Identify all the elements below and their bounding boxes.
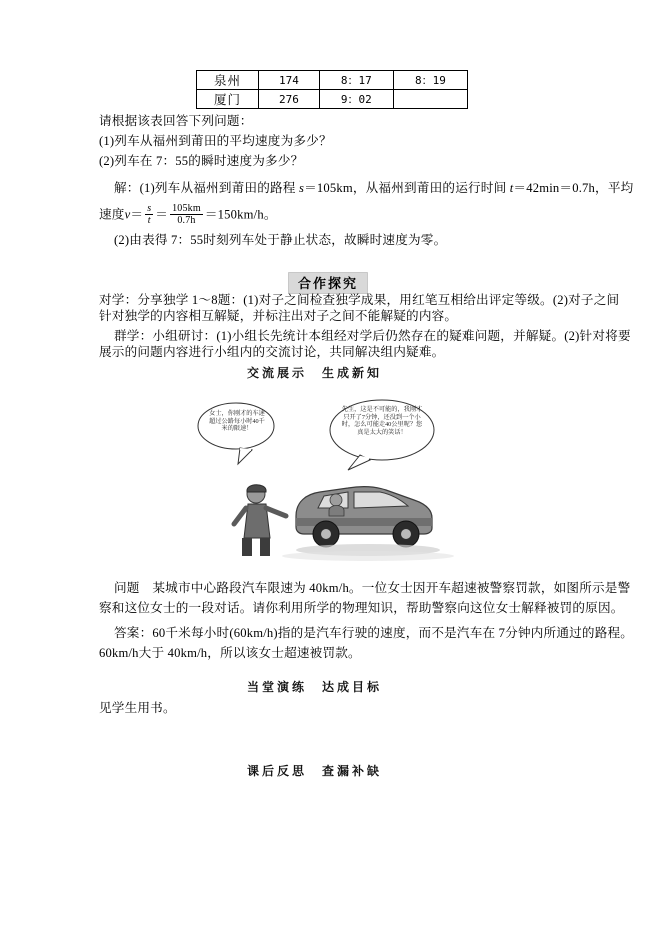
table-row [197, 90, 468, 109]
cell-distance: 174 [258, 71, 319, 90]
cell-city: 厦门 [197, 90, 259, 109]
cell-arrive: 8：17 [319, 71, 393, 90]
problem-answer-1: 答案：60千米每小时(60km/h)指的是汽车行驶的速度，而不是汽车在 7分钟内所通过的路程。 [114, 626, 634, 640]
symbol-s: s [298, 181, 305, 195]
answer-line2-post: ＝150km/h。 [204, 207, 277, 222]
bubble-right-text: 先生，这是不可能的，我刚才只开了7分钟，还没到一个小时，怎么可能走40公里呢？您真是太大的笑话！ [341, 406, 423, 436]
fraction-numerator: s [147, 203, 152, 214]
subsection-heading-exchange: 交流展示 生成新知 [247, 366, 383, 380]
cell-city: 泉州 [197, 71, 259, 90]
car-graphic [296, 487, 440, 556]
problem-paragraph-1b: 察和这位女士的一段对话。请你利用所学的物理知识，帮助警察向这位女士解释被罚的原因。 [99, 601, 624, 615]
explore-paragraph-1: 对学：分享独学 1～8题：(1)对子之间检查独学成果，用红笔互相给出评定等级。(2)对子之间 [99, 293, 620, 307]
practice-text: 见学生用书。 [99, 701, 176, 715]
table-row [197, 71, 468, 90]
fraction-denominator: 0.7h [170, 214, 203, 226]
explore-paragraph-1b: 针对独学的内容相互解疑，并标注出对子之间不能解疑的内容。 [99, 309, 458, 323]
fraction-denominator: t [145, 214, 153, 226]
section-banner-cooperative-inquiry: 合作探究 [288, 272, 368, 294]
explore-paragraph-2b: 展示的问题内容进行小组内的交流讨论，共同解决组内疑难。 [99, 345, 445, 359]
illustration-police-and-driver [178, 398, 478, 563]
answer-line-3: (2)由表得 7：55时刻列车处于静止状态，故瞬时速度为零。 [114, 233, 447, 247]
answer-line1-pre: 解：(1)列车从福州到莆田的路程 [114, 181, 299, 195]
answer-line-2 [99, 204, 277, 227]
equals-1: ＝ [130, 207, 144, 222]
train-schedule-table [196, 70, 468, 109]
question-2: (2)列车在 7：55的瞬时速度为多少？ [99, 154, 304, 168]
cell-depart: 8：19 [393, 71, 467, 90]
answer-line-1 [114, 180, 633, 196]
bubble-left-text: 女士，你刚才的车速超过公路每小时40千米的限速！ [209, 410, 265, 433]
equals-2: ＝ [155, 207, 169, 222]
fraction-numerator: 105km [172, 203, 201, 214]
cell-distance: 276 [258, 90, 319, 109]
question-1: (1)列车从福州到莆田的平均速度为多少？ [99, 134, 332, 148]
answer-line2-pre: 速度 [99, 207, 125, 222]
cell-arrive: 9：02 [319, 90, 393, 109]
questions-lead: 请根据该表回答下列问题： [99, 114, 253, 128]
answer-line1-post: ＝42min＝0.7h，平均 [513, 181, 634, 195]
problem-paragraph-1: 问题 某城市中心路段汽车限速为 40km/h。一位女士因开车超速被警察罚款，如图所示是警 [114, 581, 631, 595]
symbol-v: v [124, 207, 131, 222]
subsection-heading-practice: 当堂演练 达成目标 [247, 680, 383, 694]
cell-depart [393, 90, 467, 109]
symbol-t: t [509, 181, 514, 195]
fraction-s-over-t [145, 203, 153, 226]
explore-paragraph-2: 群学：小组研讨：(1)小组长先统计本组经对学后仍然存在的疑难问题，并解疑。(2)针对将要 [114, 329, 631, 343]
fraction-105km-over-07h [170, 203, 203, 226]
problem-answer-1b: 60km/h大于 40km/h，所以该女士超速被罚款。 [99, 646, 361, 660]
answer-line1-mid: ＝105km，从福州到莆田的运行时间 [304, 181, 510, 195]
subsection-heading-reflection: 课后反思 查漏补缺 [247, 764, 383, 778]
